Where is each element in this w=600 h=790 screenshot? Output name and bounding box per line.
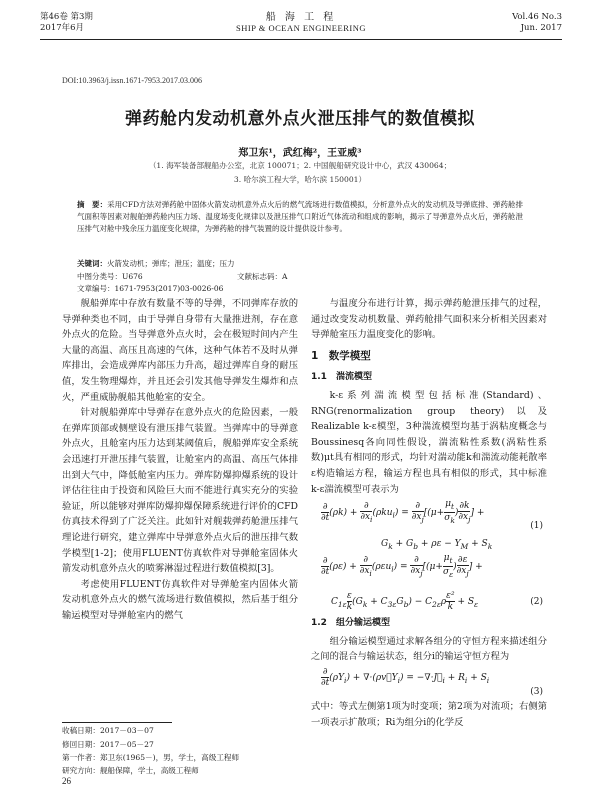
abstract-text: 采用CFD方法对弹药舱中固体火箭发动机意外点火后的燃气流场进行数值模拟，分析意外点火的发动机及导弹底排、弹药舱排气面积等因素对舰舶弹药舱内压力场、温度场变化规律以及泄压排气口附近气体流动和组成的影响，揭示了导弹意外点火后，弹药舱泄压排气对舱中残余压力温度变化规律，为弹药舱的排气装置的设计提供设计参考。	[77, 200, 524, 233]
right-column	[311, 296, 547, 730]
authors: 郑卫东¹，武红梅²，王亚威³	[238, 148, 362, 159]
journal-title-en: SHIP & OCEAN ENGINEERING	[236, 23, 366, 33]
body-paragraph: 组分输运模型通过求解各组分的守恒方程来描述组分之间的混合与输运状态，组分i的输运守恒方程为	[311, 635, 547, 663]
left-column	[62, 296, 298, 623]
body-paragraph: 式中：等式左侧第1项为时变项；第2项为对流项；右侧第一项表示扩散项；Ri为组分i的化学反	[311, 700, 547, 728]
footnote-received: 收稿日期：2017－03－07	[62, 726, 154, 735]
article-number: 文章编号：1671-7953(2017)03-0026-06	[77, 284, 224, 293]
abstract-label: 摘 要：	[77, 200, 108, 209]
volume-issue-en: Vol.46 No.3	[512, 12, 562, 22]
volume-issue: 第46卷 第3期	[40, 12, 93, 22]
equation-number: (1)	[530, 521, 543, 532]
footnote-research: 研究方向：舰船保障，学士，高级工程师	[62, 766, 199, 775]
subsection-heading: 1.1 湍流模型	[311, 372, 372, 383]
equation-1-cont: $G_k + G_b + \rho\varepsilon - Y_M + S_k$	[381, 539, 493, 551]
doi: DOI:10.3963/j.issn.1671-7953.2017.03.006	[62, 76, 202, 85]
running-header	[40, 12, 562, 56]
header-center	[40, 12, 562, 34]
section-heading: 1 数学模型	[311, 349, 371, 362]
body-paragraph: 舰船弹库中存放有数量不等的导弹，不同弹库存放的导弹种类也不同，由于导弹自身带有大量推进剂，存在意外点火的危险。当导弹意外点火时，会在极短时间内产生大量的高温、高压且高速的气体，这种气体若不及时从弹库排出，会造成弹库内部压力升高，超过弹库自身的耐压值，发生物理爆炸，并且还会引发其他导弹发生爆炸和点火，严重威胁舰船其他舱室的安全。	[62, 298, 298, 403]
clc-number: 中图分类号：U676	[77, 272, 143, 281]
equation-1: $\frac{\partial}{\partial t}$ (ρk) + $\frac{\partial}{\partial x_i}$ (ρku$_i$) = $\frac{\partial}{\partial x_j}$ [(μ+ $\frac{\mu_t}{\sigma_k}$ ) $\frac{\partial k}{\partial x_j}$ ] + (1)	[311, 499, 547, 535]
equation-number: (3)	[530, 686, 543, 697]
affiliation-1: （1. 海军装备部舰船办公室，北京 100071；2. 中国舰船研究设计中心，武汉 430064；	[148, 161, 452, 170]
body-paragraph: 考虑使用FLUENT仿真软件对导弹舱室内固体火箭发动机意外点火的燃气流场进行数值模拟，然后基于组分输运模型对导弹舱室内的燃气	[62, 578, 298, 621]
body-paragraph: 与温度分布进行计算，揭示弹药舱泄压排气的过程，通过改变发动机数量、弹药舱排气面积来分析相关因素对导弹舱室压力温度变化的影响。	[311, 298, 547, 341]
journal-title-cn: 船 海 工 程	[265, 12, 337, 23]
issue-date-en: Jun. 2017	[520, 23, 562, 33]
page-number: 26	[62, 776, 71, 786]
body-paragraph: k-ε系列湍流模型包括标准(Standard)、RNG(renormalization group theory)以及Realizable k-ε模型，3种湍流模型均基于涡粘度概念与Boussinesq各向同性假设，湍流粘性系数(涡粘性系数)μt具有相同的形式，均针对湍动能k和湍流动能耗散率ε构造输运方程，输运方程也具有相似的形式，其中标准k-ε湍流模型可表示为	[311, 389, 547, 495]
equation-2-cont: $C_{1\varepsilon}$ $\frac{\varepsilon}{k}$ $(G_k + C_{3\varepsilon}G_b) - C_{2\varepsilon}\rho$ $\frac{\text{ε²}}{k}$ + $S_\varepsilon$ (2)	[331, 591, 543, 613]
header-right	[512, 12, 562, 34]
body-paragraph: 针对舰船弹库中导弹存在意外点火的危险因素，一般在弹库顶部或侧壁设有泄压排气装置。当弹库中的导弹意外点火，且舱室内压力达到某阈值后，舰船弹库安全系统会迅速打开泄压排气装置，让舱室内的高温、高压气体排出到大气中，降低舱室内压力。弹库防爆抑爆系统的设计评估往往由于投资和风险巨大而不能进行真实充分的实验验证，所以能够对弹库防爆抑爆保障系统进行评价的CFD仿真技术得到了广泛关注。此如针对舰载弹药舱泄压排气理论进行研究，建立弹库中导弹意外点火后的泄压排气数学模型[1-2]；使用FLUENT仿真软件对导弹舱室固体火箭发动机意外点火的喷雾淋湿过程进行数值模拟[3]。	[62, 407, 298, 575]
keywords-text: 火箭发动机；弹库；泄压；温度；压力	[107, 259, 235, 268]
footnote-revised: 修回日期：2017－05－27	[62, 740, 154, 749]
equation-3: $\frac{\partial}{\partial t}$ $(\rho Y_i)$ + $\nabla\cdot(\rho v⃗Y_i)$ = $-\nabla\cdot J⃗_i + R_i + S_i$ (3)	[311, 667, 547, 697]
header-rule	[40, 39, 562, 40]
affiliation-2: 3. 哈尔滨工程大学，哈尔滨 150001）	[233, 175, 367, 184]
issue-date: 2017年6月	[40, 23, 85, 33]
document-code: 文献标志码：A	[237, 272, 288, 281]
paper-title: 弹药舱内发动机意外点火泄压排气的数值模拟	[125, 109, 475, 129]
subsection-heading: 1.2 组分输运模型	[311, 618, 390, 629]
classification-meta	[77, 271, 523, 295]
footnote-author: 第一作者：郑卫东(1965－)，男，学士，高级工程师	[62, 753, 240, 762]
keywords-label: 关键词：	[77, 259, 107, 268]
equation-2: $\frac{\partial}{\partial t}$ (ρε) + $\frac{\partial}{\partial x_i}$ (ρεu$_i$) = $\frac{\partial}{\partial x_j}$ [(μ+ $\frac{\mu_t}{\sigma_\varepsilon}$ ) $\frac{\partial\varepsilon}{\partial x_j}$ ] +	[321, 553, 483, 579]
abstract	[77, 199, 523, 235]
keywords	[77, 258, 523, 270]
equation-number: (2)	[530, 597, 543, 608]
footnote-rule	[62, 722, 172, 723]
